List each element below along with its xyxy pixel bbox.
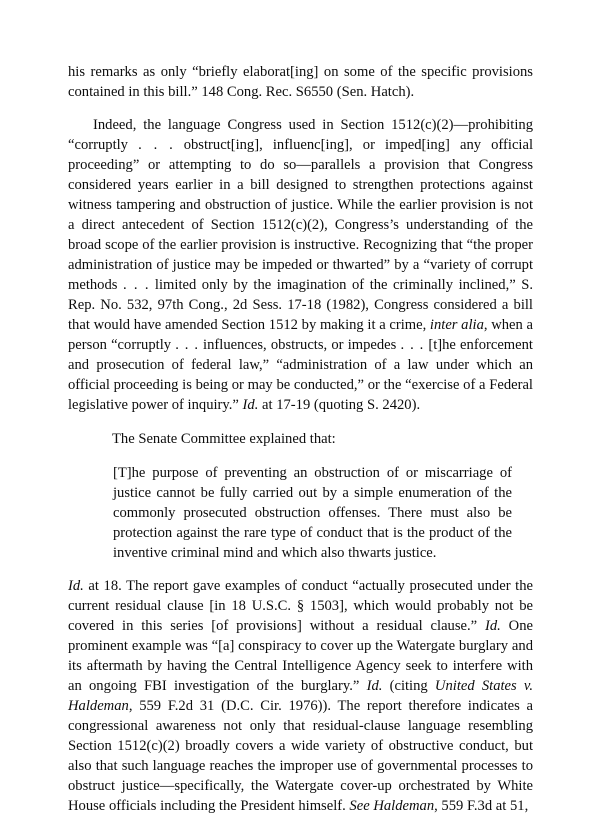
paragraph-segment: obstruct[ing], influenc[ing], or imped[ing] any official proceeding” or attempting to do so—parallels a provision that Congress considered years earlier in a bill designed to strengthen protections against witness tampering and obstruction of justice. While the earlier provision is not a direct antecedent of Section 1512(c)(2), Congress’s understanding of the broad scope of the earlier provision is instructive. Recognizing that “the proper administration of justice may be impeded or thwarted” by a “variety of corrupt methods	[68, 137, 534, 293]
case-name-italic: See Haldeman	[349, 798, 435, 814]
paragraph-segment: at 17-19 (quoting S. 2420).	[258, 397, 421, 413]
paragraph-segment: influences, obstructs, or impedes	[198, 337, 401, 353]
paragraph-senate-committee-lead-in	[68, 429, 533, 449]
text-column	[68, 62, 533, 816]
ellipsis-mark: . . .	[400, 337, 425, 353]
block-quote	[113, 463, 512, 563]
ellipsis-mark: . . .	[123, 277, 150, 293]
paragraph-continuation	[68, 62, 533, 102]
paragraph-segment: , when a person “corruptly	[68, 317, 533, 353]
block-quote-text: [T]he purpose of preventing an obstruction of or miscarriage of justice cannot be fully carried out by a simple enumeration of the commonly prosecuted obstruction offenses. There must also be protection against the rare type of conduct that is the product of the inventive criminal mind and which also thwarts justice.	[113, 465, 512, 561]
paragraph-indeed	[68, 115, 533, 415]
citation-id-italic: Id.	[366, 678, 383, 694]
case-name-italic: United States v. Haldeman	[68, 678, 533, 714]
paragraph-segment: Indeed, the language Congress used in Section 1512(c)(2)—prohibiting “corruptly	[68, 117, 533, 153]
paragraph-segment: [t]he enforcement and prosecution of federal law,” “administration of a law under which an official proceeding is being or may be conducted,” or the “exercise of a Federal legislative power of inquiry.”	[68, 337, 533, 413]
paragraph-segment: One prominent example was “[a] conspiracy to cover up the Watergate burglary and its aftermath by having the Central Intelligence Agency seek to interfere with an ongoing FBI investigation of the burglary.”	[68, 618, 533, 694]
paragraph-segment: , 559 F.3d at 51,	[434, 798, 529, 814]
paragraph-segment: (citing	[382, 678, 435, 694]
paragraph-segment: limited only by the imagination of the criminally inclined,” S. Rep. No. 532, 97th Cong., 2d Sess. 17-18 (1982), Congress considered a bill that would have amended Section 1512 by making it a crime,	[68, 277, 533, 333]
latin-phrase-italic: inter alia	[429, 317, 484, 333]
paragraph-text: The Senate Committee explained that:	[112, 431, 336, 447]
paragraph-segment: , 559 F.2d 31 (D.C. Cir. 1976)). The report therefore indicates a congressional awareness not only that residual-clause language resembling Section 1512(c)(2) broadly covers a wide variety of obstructive conduct, but also that such language reaches the improper use of governmental processes to obstruct justice—specifically, the Watergate cover-up orchestrated by White House officials including the President himself.	[68, 698, 533, 814]
citation-id-italic: Id.	[242, 397, 259, 413]
citation-id-italic: Id.	[485, 618, 501, 634]
paragraph-report-examples	[68, 576, 533, 816]
paragraph-text: his remarks as only “briefly elaborat[ing] on some of the specific provisions contained in this bill.” 148 Cong. Rec. S6550 (Sen. Hatch).	[68, 64, 533, 100]
ellipsis-mark: . . .	[138, 137, 174, 153]
citation-id-italic: Id.	[68, 578, 84, 594]
ellipsis-mark: . . .	[175, 337, 199, 353]
paragraph-segment: at 18. The report gave examples of conduct “actually prosecuted under the current residual clause [in 18 U.S.C. § 1503], which would probably not be covered in this series [of provisions] without a residual clause.”	[68, 578, 533, 634]
